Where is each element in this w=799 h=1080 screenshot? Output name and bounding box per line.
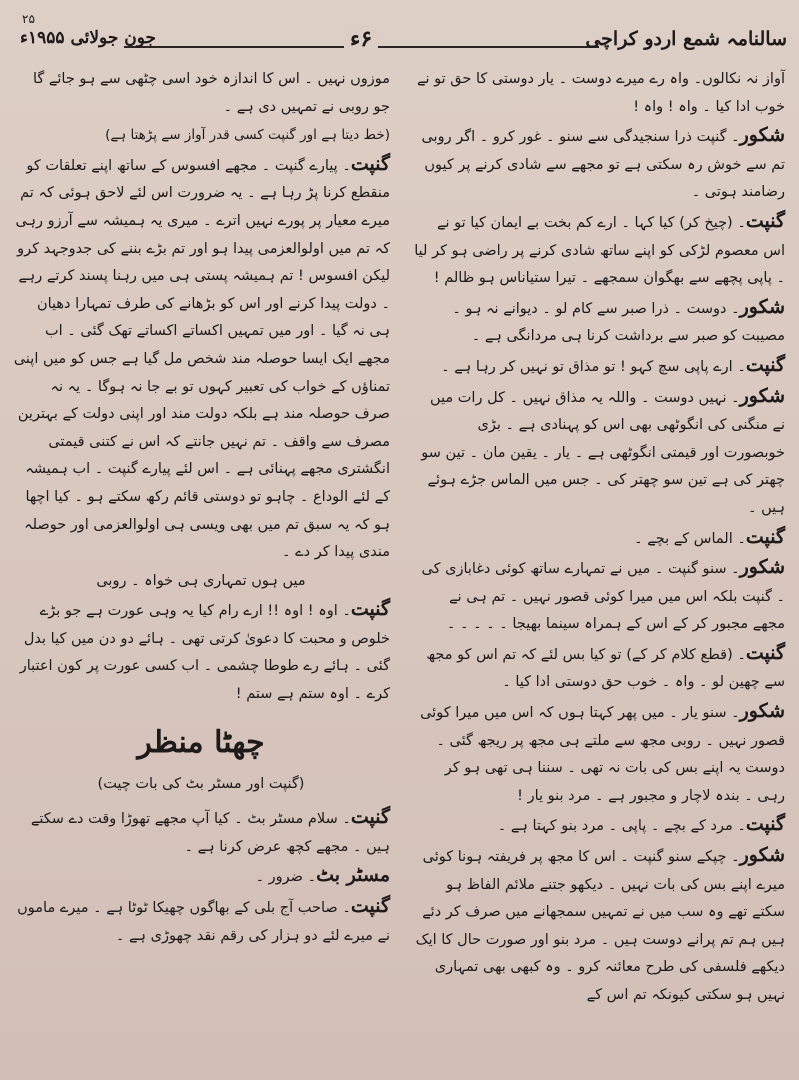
dialogue-line: شکور۔ گنپت ذرا سنجیدگی سے سنو ۔ غور کرو ۔ اگر روبی تم سے خوش رہ سکتی ہے تو مجھے سے شادی کرنے پر کیوں رضامند ہوتی ۔: [421, 124, 785, 201]
dialogue-line: گنپت۔ اوہ ! اوہ !! ارے رام کیا یہ وہی عورت ہے جو بڑے خلوص و محبت کا دعویٰ کرتی تھی ۔ ہائے دو دن میں کیا بدل گئی ۔ ہائے رے طوطا چشمی ۔ اب کسی عورت پر کون اعتبار کرے ۔ اوہ ستم ہے ستم !: [19, 598, 390, 703]
dialogue-line: شکور۔ سنو گنپت ۔ میں نے تمہارے ساتھ کوئی دغابازی کی ۔ گنپت بلکہ اس میں میرا کوئی قصور نہیں ۔ تم ہی نے مجھے مجبور کر کے اس کے ہمراہ سینما بھیجا ۔ ۔ ۔ ۔ ۔: [421, 556, 785, 633]
dialogue-line: شکور۔ سنو یار ۔ میں پھر کہتا ہوں کہ اس میں میرا کوئی قصور نہیں ۔ روبی مجھ سے ملتے ہی مجھ پر ریجھ گئی ۔ دوست یہ اپنے بس کی بات نہ تھی ۔ سننا ہی تھی ہو کر رہی ۔ بندہ لاچار و مجبور ہے ۔ مرد بنو یار !: [420, 700, 785, 804]
scene-subheading: (گنپت اور مسٹر بٹ کی بات چیت): [97, 775, 305, 792]
dialogue-line: آواز نہ نکالوں۔ واہ رے میرے دوست ۔ یار دوستی کا حق تو نے خوب ادا کیا ۔ واہ ! واہ !: [417, 71, 785, 115]
letter-signature: میں ہوں تمہاری ہی خواہ ۔ روبی: [96, 572, 306, 589]
speaker-name: شکور: [739, 124, 785, 147]
speaker-name: گنپت: [745, 525, 785, 548]
dialogue-line: مسٹر بٹ۔ ضرور ۔: [255, 864, 390, 887]
speaker-name: گنپت: [745, 641, 785, 664]
right-column: [413, 66, 785, 1060]
magazine-title: سالنامہ شمع اردو کراچی: [585, 28, 787, 50]
speaker-name: مسٹر بٹ: [316, 864, 390, 887]
speaker-name: گنپت: [350, 895, 390, 918]
speaker-name: شکور: [739, 295, 785, 318]
dialogue-line: گنپت۔ مرد کے بچے ۔ پاپی ۔ مرد بنو کہتا ہے ۔: [497, 813, 785, 836]
dialogue-line: شکور۔ چپکے سنو گنپت ۔ اس کا مجھ پر فریفتہ ہونا کوئی میرے اپنے بس کی بات نہیں ۔ دیکھو جتنے ملائم الفاظ ہو سکتے تھے وہ سب میں نے تمہیں سمجھانے میں صرف کر دئے ہیں ہم تم پرانے دوست ہیں ۔ مرد بنو اور صورت حال کا ایک دیکھے فلسفی کی طرح معائنہ کرو ۔ وہ کبھی بھی تمہاری نہیں ہو سکتی کیونکہ تم اس کے: [415, 844, 785, 1003]
letter-text: گنپت۔ پیارے گنپت ۔ مجھے افسوس کے ساتھ اپنے تعلقات کو منقطع کرنا پڑ رہا ہے ۔ یہ ضرورت اس لئے لاحق ہوئی کہ تم میرے معیار پر پورے نہیں اترے ۔ میری یہ ہمیشہ سے آرزو رہی کہ تم میں اولوالعزمی پیدا ہو اور تم بڑے بننے کی جدوجہد کرو لیکن افسوس ! تم ہمیشہ پستی ہی میں رہنا پسند کرتے رہے ۔ دولت پیدا کرنے اور اس کو بڑھانے کی طرف تمہارا دھیان ہی نہ گیا ۔ اور میں تمہیں اکساتے اکساتے تھک گئی ۔ اب مجھے ایک ایسا حوصلہ مند شخص مل گیا ہے جس کو میں اپنی تمناؤں کے خواب کی تعبیر کہوں تو بے جا نہ ہوگا ۔ یہ نہ صرف حوصلہ مند ہے بلکہ دولت مند اور اپنی دولت کے بہترین مصرف سے واقف ۔ تم نہیں جانتے کہ اس نے کتنی قیمتی انگشتری مجھے پہنائی ہے ۔ اس لئے پیارے گنپت ۔ اب ہمیشہ کے لئے الوداع ۔ چاہو تو دوستی قائم رکھ سکتے ہو ۔ کیا اچھا ہو کہ یہ سبق تم میں بھی ویسی ہی اولوالعزمی اور حوصلہ مندی پیدا کر دے ۔: [13, 152, 390, 561]
speaker-name: شکور: [739, 556, 785, 579]
dialogue-line: گنپت۔ صاحب آج بلی کے بھاگوں چھیکا ٹوٹا ہے ۔ میرے ماموں نے میرے لئے دو ہزار کی رقم نقد چھوڑی ہے ۔: [17, 895, 390, 944]
page-header: [14, 12, 789, 66]
speaker-name: گنپت: [350, 806, 390, 829]
dialogue-line: شکور۔ نہیں دوست ۔ واللہ یہ مذاق نہیں ۔ کل رات میں نے منگنی کی انگوٹھی بھی اس کو پہنادی ہے ۔ بڑی خوبصورت اور قیمتی انگوٹھی ہے ۔ یار ۔ یقین مان ۔ تین سو چھتر کی ہے تین سو چھتر کی ۔ جس میں الماس جڑے ہوئے ہیں ۔: [421, 384, 785, 516]
dialogue-line: گنپت۔ (قطع کلام کر کے) تو کیا بس لئے کہ تم اس کو مجھ سے چھین لو ۔ واہ ۔ خوب حق دوستی ادا کیا ۔: [426, 641, 785, 691]
page-number: ۲۵: [22, 12, 35, 26]
dialogue-line: گنپت۔ الماس کے بچے ۔: [634, 525, 785, 548]
speaker-name: گنپت: [745, 353, 785, 376]
dialogue-line: گنپت۔ ارے پاپی سچ کہو ! تو مذاق تو نہیں کر رہا ہے ۔: [441, 353, 785, 376]
volume-number: ۶ء: [344, 26, 378, 52]
speaker-name: شکور: [739, 700, 785, 723]
speaker-name: گنپت: [745, 813, 785, 836]
dialogue-line: گنپت۔ (چیخ کر) کیا کہا ۔ ارے کم بخت بے ایمان کیا تو نے اس معصوم لڑکی کو اپنے ساتھ شادی کرنے پر راضی ہو کر لیا ۔ پاپی پچھے سے بھگوان سمجھے ۔ تیرا ستیاناس ہو ظالم !: [414, 209, 785, 287]
speaker-name: گنپت: [350, 598, 390, 621]
issue-date: جون جولائی ۱۹۵۵ء: [20, 28, 157, 48]
stage-direction: (خط دیتا ہے اور گنپت کسی قدر آواز سے پڑھتا ہے): [105, 127, 390, 144]
speaker-name: گنپت: [350, 152, 390, 175]
speaker-name: شکور: [739, 384, 785, 407]
speaker-name: شکور: [739, 844, 785, 867]
scene-heading: چھٹا منظر: [137, 724, 265, 760]
dialogue-line: موزوں نہیں ۔ اس کا اندازہ خود اسی چٹھی سے ہو جائے گا جو روبی نے تمہیں دی ہے ۔: [32, 71, 390, 115]
dialogue-line: شکور۔ دوست ۔ ذرا صبر سے کام لو ۔ دیوانے نہ ہو ۔ مصیبت کو صبر سے برداشت کرنا ہی مردانگی ہے ۔: [452, 295, 785, 345]
dialogue-line: گنپت۔ سلام مسٹر بٹ ۔ کیا آپ مجھے تھوڑا وقت دے سکتے ہیں ۔ مجھے کچھ عرض کرنا ہے ۔: [30, 806, 390, 855]
left-column: [12, 66, 390, 1060]
speaker-name: گنپت: [745, 209, 785, 232]
